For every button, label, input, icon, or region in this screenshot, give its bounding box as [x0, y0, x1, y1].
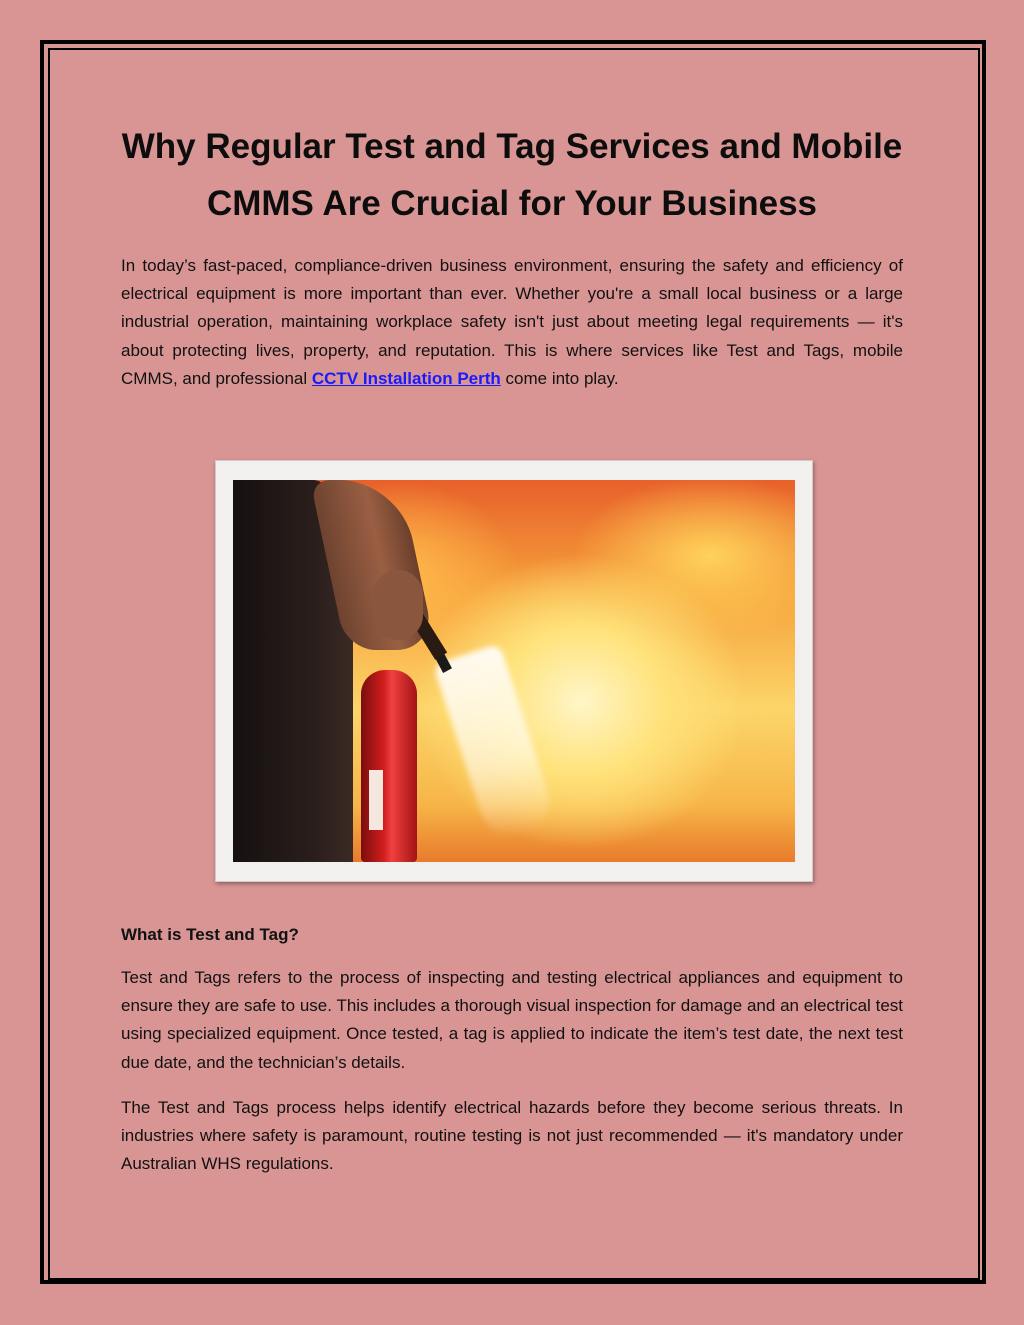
person-hand — [373, 570, 423, 640]
cctv-installation-link[interactable]: CCTV Installation Perth — [311, 368, 501, 388]
extinguisher-label — [369, 770, 383, 830]
paragraph-process: The Test and Tags process helps identify electrical hazards before they become serious threats. In industries where safety is paramount, routine testing is not just recommended — it's mandatory under Australian WHS regulations. — [121, 1097, 903, 1174]
photo-frame — [215, 460, 813, 882]
paragraph-test-and-tag: Test and Tags refers to the process of inspecting and testing electrical appliances and equipment to ensure they are safe to use. This includes a thorough visual inspection for damage and an electrical test using specialized equipment. Once tested, a tag is applied to indicate the item’s test date, the next test due date, and the technician’s details. — [121, 968, 903, 1072]
fire-extinguisher — [361, 670, 417, 862]
extinguisher-spray — [433, 643, 558, 845]
article-header — [121, 118, 903, 393]
article-title — [121, 118, 903, 232]
section-heading: What is Test and Tag? — [121, 925, 299, 944]
section-body — [121, 964, 903, 1178]
title-line-1: Why Regular Test and Tag Services and Mobile — [121, 127, 903, 166]
title-line-2: CMMS Are Crucial for Your Business — [206, 184, 818, 223]
intro-paragraph — [121, 252, 903, 393]
fire-extinguisher-photo — [233, 480, 795, 862]
intro-text: In today’s fast-paced, compliance-driven business environment, ensuring the safety and efficiency of electrical equipment is more important than ever. Whether you're a small local business or a large industrial operation, maintaining workplace safety isn't just about meeting legal requirements — it's about protecting lives, property, and reputation. This is where services like Test and Tags, mobile CMMS, and professional — [121, 256, 903, 388]
intro-text-end: come into play. — [500, 368, 619, 388]
